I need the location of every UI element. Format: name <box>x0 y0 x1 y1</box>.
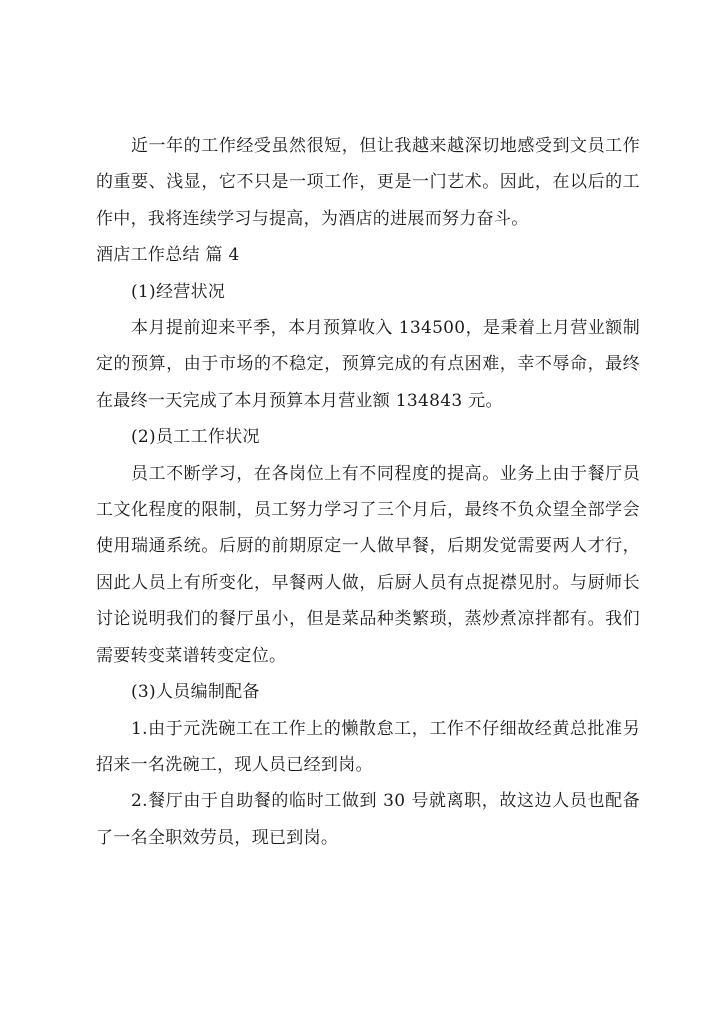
staffing-item-2: 2.餐厅由于自助餐的临时工做到 30 号就离职，故这边人员也配备了一名全职效劳员，现已到岗。 <box>96 791 640 848</box>
staffing-item-1: 1.由于元洗碗工在工作上的懒散怠工，工作不仔细故经黄总批准另招来一名洗碗工，现人员已经到岗。 <box>96 718 640 775</box>
operations-paragraph: 本月提前迎来平季，本月预算收入 134500，是秉着上月营业额制定的预算，由于市场的不稳定，预算完成的有点困难，幸不辱命，最终在最终一天完成了本月预算本月营业额 134843 元。 <box>96 318 640 411</box>
closing-paragraph: 近一年的工作经受虽然很短，但让我越来越深切地感受到文员工作的重要、浅显，它不只是一项工作，更是一门艺术。因此，在以后的工作中，我将连续学习与提高，为酒店的进展而努力奋斗。 <box>96 136 640 229</box>
section-title: 酒店工作总结 篇 4 <box>96 245 240 266</box>
staff-paragraph: 员工不断学习，在各岗位上有不同程度的提高。业务上由于餐厅员工文化程度的限制，员工努力学习了三个月后，最终不负众望全部学会使用瑞通系统。后厨的前期原定一人做早餐，后期发觉需要两人才行，因此人员上有所变化，早餐两人做，后厨人员有点捉襟见肘。与厨师长讨论说明我们的餐厅虽小，但是菜品种类繁琐，蒸炒煮凉拌都有。我们需要转变菜谱转变定位。 <box>96 463 640 666</box>
document-body <box>96 128 640 856</box>
subheading-operations: (1)经营状况 <box>131 281 226 302</box>
subheading-staff: (2)员工工作状况 <box>131 427 260 448</box>
subheading-staffing: (3)人员编制配备 <box>131 682 260 703</box>
